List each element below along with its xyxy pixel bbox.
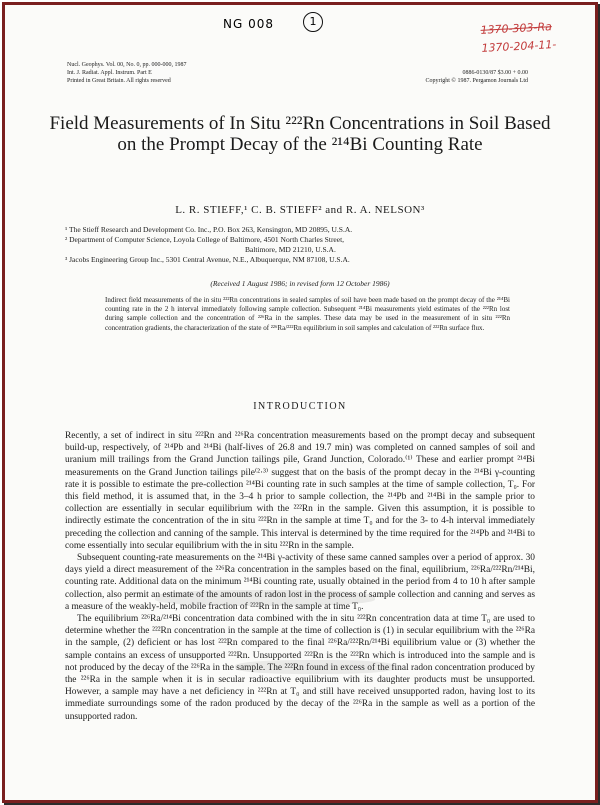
journal-header-right	[426, 69, 528, 85]
body-text	[65, 430, 535, 723]
handwritten-red-number-struck: 1370-303-Ra	[480, 20, 553, 37]
paragraph-2: Subsequent counting-rate measurements on the ²¹⁴Bi γ-activity of these same canned samples over a period of approx. 30 days yield a direct measurement of the ²²⁶Ra concentration in the samples based on the final, equilibrium, ²²⁶Ra/²²²Rn/²¹⁴Bi, counting rate. Additional data on the minimum ²¹⁴Bi counting rate, usually obtained in the period from 4 to 10 h after sample collection, also permit an estimate of the amounts of radon lost in the process of sample collection and canning and serves as a measure of the weakly-held, mobile fraction of ²²²Rn in the sample at time T₀.	[65, 553, 535, 612]
handwritten-document-number: NG 008	[223, 17, 274, 31]
affiliation-2-continued: Baltimore, MD 21210, U.S.A.	[245, 245, 336, 254]
affiliation-3: ³ Jacobs Engineering Group Inc., 5301 Central Avenue, N.E., Albuquerque, NM 87108, U.S.A.	[65, 255, 350, 264]
received-dates: (Received 1 August 1986; in revised form 12 October 1986)	[210, 279, 390, 288]
affiliation-1: ¹ The Stieff Research and Development Co. Inc., P.O. Box 263, Kensington, MD 20895, U.S.A.	[65, 225, 353, 234]
journal-header-left	[67, 61, 186, 85]
journal-series: Int. J. Radiat. Appl. Instrum. Part E	[67, 70, 152, 76]
paragraph-1: Recently, a set of indirect in situ ²²²Rn and ²²⁶Ra concentration measurements based on the prompt decay and subsequent build-up, respectively, of ²¹⁴Pb and ²¹⁴Bi (half-lives of 26.8 and 19.7 min) was completed on canned samples of soil and uranium mill trailings from the Grand Junction tailings pile, Grand Junction, Colorado.⁽¹⁾ These and earlier prompt ²¹⁴Bi measurements on the Grand Junction tailings pile⁽²·³⁾ suggest that on the basis of the prompt decay in the ²¹⁴Bi γ-counting rate it is possible to estimate the pre-collection ²¹⁴Bi counting rate in such samples at the time of sample collection, T₀. For this field method, it is assumed that, in the 3–4 h prior to sample collection, the ²¹⁴Pb and ²¹⁴Bi in the sample prior to collection are essentially in secular equilibrium with the ²²²Rn in the sample. Given this assumption, it is possible to indirectly estimate the concentration of the in situ ²²²Rn in the sample at time T₀ and for the 3- to 4-h interval immediately preceding the collection and canning of the sample. This interval is determined by the time required for the ²¹⁴Pb and ²¹⁴Bi to come essentially into secular equilibrium with the in situ ²²²Rn in the sample.	[65, 431, 535, 551]
section-heading-introduction: INTRODUCTION	[253, 401, 347, 412]
journal-citation: Nucl. Geophys. Vol. 00, No. 0, pp. 000-000, 1987	[67, 62, 187, 68]
handwritten-red-number: 1370-204-11-	[481, 37, 557, 55]
affiliation-2: ² Department of Computer Science, Loyola College of Baltimore, 4501 North Charles Street,	[65, 235, 345, 244]
copyright-notice: Copyright © 1987. Pergamon Journals Ltd	[425, 78, 528, 84]
paper-title: Field Measurements of In Situ ²²²Rn Concentrations in Soil Based on the Prompt Decay of the ²¹⁴Bi Counting Rate	[49, 113, 551, 155]
abstract: Indirect field measurements of the in situ ²²²Rn concentrations in sealed samples of soil have been made based on the prompt decay of the ²¹⁴Bi counting rate in the 2 h interval immediately following sample collection. Subsequent ²¹⁴Bi measurements yield estimates of the ²²²Rn lost during sample collection and the concentration of ²²⁶Ra in the samples. These data may be used in the measurement of in situ ²²²Rn concentration gradients, the characterization of the state of ²²⁶Ra/²²²Rn equilibrium in soil samples and calculation of ²²²Rn surface flux.	[105, 296, 510, 332]
paragraph-3: The equilibrium ²²⁶Ra/²¹⁴Bi concentration data combined with the in situ ²²²Rn concentration data at time T₀ are used to determine whether the ²²²Rn concentration in the sample at the time of collection is (1) in secular equilibrium with the ²²⁶Ra in the sample, (2) deficient or has lost ²²²Rn compared to the final ²²⁶Ra/²²²Rn/²¹⁴Bi equilibrium value or (3) whether the sample contains an excess of unsupported ²²²Rn. Unsupported ²²²Rn is the ²²²Rn which is introduced into the sample and is not produced by the decay of the ²²⁶Ra in the sample. The ²²²Rn found in excess of the final radon concentration produced by the ²²⁶Ra in the sample when it is in secular radioactive equilibrium with its daughter products must be unsupported. However, a sample may have a net deficiency in ²²²Rn at T₀ and still have received unsupported radon, having lost to its immediate surroundings some of the radon produced by the decay of the ²²⁶Ra in the sample as well as a portion of the unsupported radon.	[65, 614, 535, 722]
print-notice: Printed in Great Britain. All rights reserved	[67, 78, 171, 84]
document-page	[2, 2, 598, 803]
affiliations	[65, 225, 535, 265]
scan-smudge	[235, 660, 395, 674]
author-list: L. R. STIEFF,¹ C. B. STIEFF² and R. A. NELSON³	[175, 204, 425, 216]
scan-smudge	[155, 590, 375, 606]
handwritten-red-annotation	[480, 16, 592, 58]
issn-price: 0886-0130/87 $3.00 + 0.00	[462, 70, 528, 76]
handwritten-circled-number: 1	[303, 12, 323, 32]
